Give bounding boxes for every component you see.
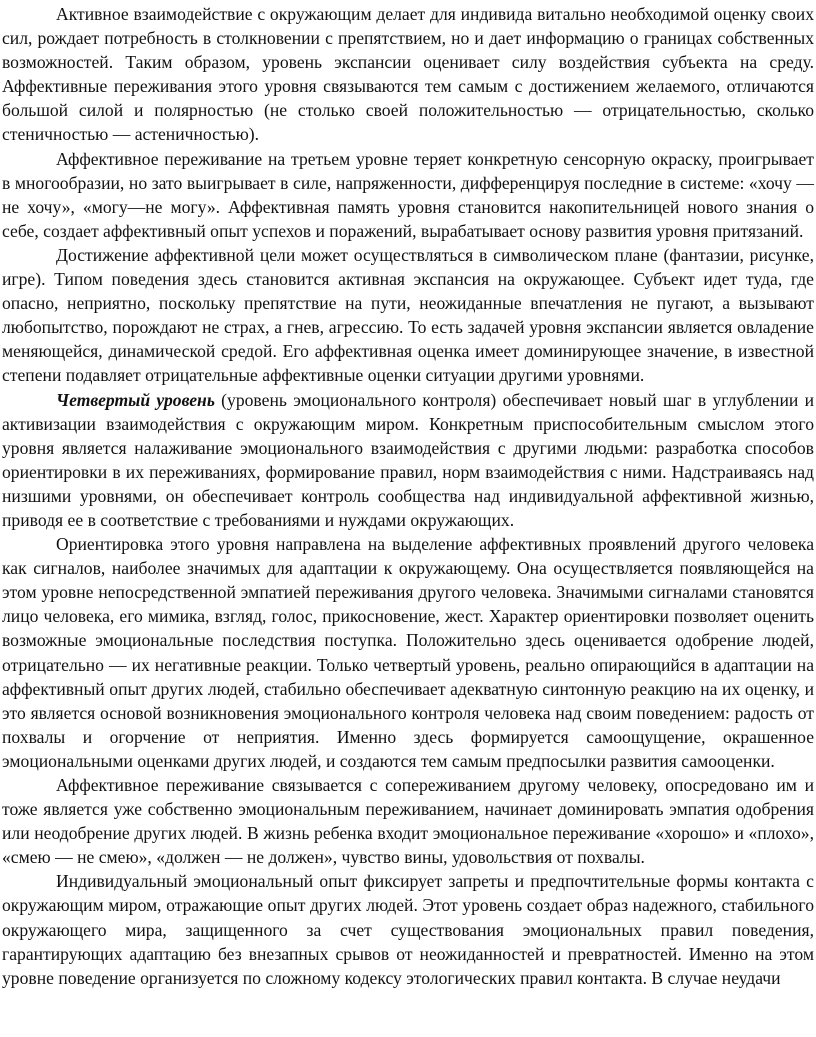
paragraph-2 — [2, 147, 814, 243]
paragraph-1 — [2, 2, 814, 147]
paragraph-1-text: Активное взаимодействие с окружающим делает для индивида витально необходимой оценку своих сил, рождает потребность в столкновении с препятствием, но и дает информацию о границах собственных возможностей. Таким образом, уровень экспансии оценивает силу воздействия субъекта на среду. Аффективные переживания этого уровня связываются тем самым с достижением желаемого, отличаются большой силой и полярностью (не столько своей положительностью — отрицательностью, сколько стеничностью — астеничностью). — [2, 4, 814, 145]
paragraph-7-text: Индивидуальный эмоциональный опыт фиксирует запреты и предпочтительные формы контакта с окружающим миром, отражающие опыт других людей. Этот уровень создает образ надежного, стабильного окружающего мира, защищенного за счет существования эмоциональных правил поведения, гарантирующих адаптацию без внезапных срывов от неожиданностей и превратностей. Именно на этом уровне поведение организуется по сложному кодексу этологических правил контакта. В случае неудачи — [2, 871, 814, 988]
paragraph-7 — [2, 869, 814, 989]
paragraph-2-text: Аффективное переживание на третьем уровне теряет конкретную сенсорную окраску, проигрывает в многообразии, но зато выигрывает в силе, напряженности, дифференцируя последние в системе: «хочу — не хочу», «могу—не могу». Аффективная память уровня становится накопительницей нового знания о себе, создает аффективный опыт успехов и поражений, вырабатывает основу развития уровня притязаний. — [2, 148, 814, 241]
paragraph-3 — [2, 243, 814, 388]
paragraph-6-text: Аффективное переживание связывается с сопереживанием другому человеку, опосредовано им и тоже является уже собственно эмоциональным переживанием, начинает доминировать эмпатия одобрения или неодобрение других людей. В жизнь ребенка входит эмоциональное переживание «хорошо» и «плохо», «смею — не смею», «должен — не должен», чувство вины, удовольствия от похвалы. — [2, 775, 814, 868]
paragraph-4-text: (уровень эмоционального контроля) обеспечивает новый шаг в углублении и активизации взаимодействия с окружающим миром. Конкретным приспособительным смыслом этого уровня является налаживание эмоционального взаимодействия с другими людьми: разработка способов ориентировки в их переживаниях, формирование правил, норм взаимодействия с ними. Надстраиваясь над низшими уровнями, он обеспечивает контроль сообщества над индивидуальной аффективной жизнью, приводя ее в соответствие с требованиями и нуждами окружающих. — [2, 389, 815, 530]
paragraph-5-text: Ориентировка этого уровня направлена на выделение аффективных проявлений другого человека как сигналов, наиболее значимых для адаптации к окружающему. Она осуществляется появляющейся на этом уровне непосредственной эмпатией переживания другого человека. Значимыми сигналами становятся лицо человека, его мимика, взгляд, голос, прикосновение, жест. Характер ориентировки позволяет оценить возможные эмоциональные последствия поступка. Положительно здесь оценивается одобрение людей, отрицательно — их негативные реакции. Только четвертый уровень, реально опирающийся в адаптации на аффективный опыт других людей, стабильно обеспечивает адекватную синтонную реакцию на их оценку, и это является основой возникновения эмоционального контроля человека над своим поведением: радость от похвалы и огорчение от неприятия. Именно здесь формируется самоощущение, окрашенное эмоциональными оценками других людей, и создаются тем самым предпосылки развития самооценки. — [2, 534, 814, 771]
paragraph-5 — [2, 532, 814, 773]
paragraph-3-text: Достижение аффективной цели может осуществляться в символическом плане (фантазии, рисунке, игре). Типом поведения здесь становится активная экспансия на окружающее. Субъект идет туда, где опасно, неприятно, поскольку препятствие на пути, неожиданные впечатления не пугают, а вызывают любопытство, порождают не страх, а гнев, агрессию. То есть задачей уровня экспансии является овладение меняющейся, динамической средой. Его аффективная оценка имеет доминирующее значение, в известной степени подавляет отрицательные аффективные оценки ситуации другими уровнями. — [2, 244, 814, 386]
paragraph-6 — [2, 773, 814, 869]
paragraph-4 — [2, 388, 814, 533]
paragraph-4-lead: Четвертый уровень — [56, 389, 215, 410]
